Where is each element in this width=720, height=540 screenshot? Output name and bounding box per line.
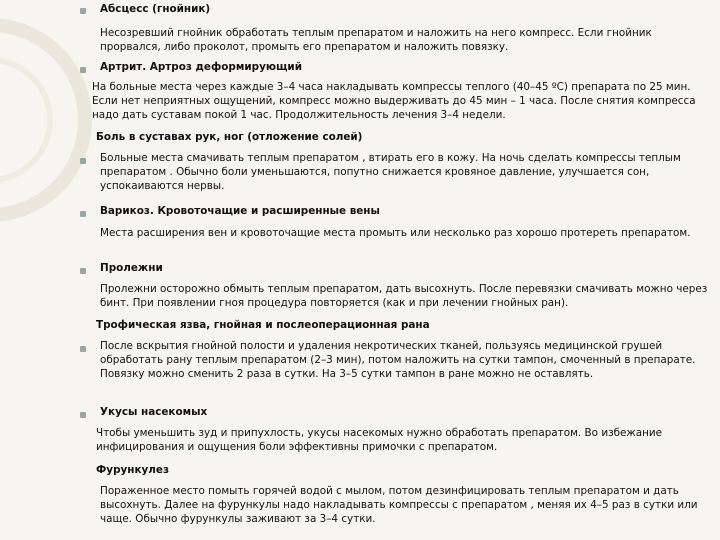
section-heading: Абсцесс (гнойник)	[100, 3, 211, 15]
section-heading: Варикоз. Кровоточащие и расширенные вены	[100, 205, 380, 217]
section-text: Пораженное место помыть горячей водой с мылом, потом дезинфицировать теплым препаратом и дать высохнуть. Далее на фурункулы надо накладывать компрессы с препаратом , меняя их 4–5 раз в сутки или чаще. Обычно фурункулы заживают за 3–4 сутки.	[100, 485, 698, 526]
section-heading: Пролежни	[100, 262, 163, 274]
section-heading: Трофическая язва, гнойная и послеоперационная рана	[96, 319, 430, 331]
section-heading: Фурункулез	[96, 464, 169, 476]
document-body	[78, 0, 714, 540]
section-text: Пролежни осторожно обмыть теплым препаратом, дать высохнуть. После перевязки смачивать можно через бинт. При появлении гноя процедура повторяется (как и при лечении гнойных ран).	[100, 283, 708, 310]
section-text: Места расширения вен и кровоточащие места промыть или несколько раз хорошо протереть препаратом.	[100, 227, 691, 239]
section-text: На больные места через каждые 3–4 часа накладывать компрессы теплого (40–45 ºС) препарата по 25 мин. Если нет неприятных ощущений, компресс можно выдерживать до 45 мин – 1 часа. После снятия компресса надо дать суставам покой 1 час. Продолжительность лечения 3–4 недели.	[92, 81, 696, 122]
section-text: Чтобы уменьшить зуд и припухлость, укусы насекомых нужно обработать препаратом. Во избежание инфицирования и ощущения боли эффективны примочки с препаратом.	[96, 427, 663, 454]
section-text: Несозревший гнойник обработать теплым препаратом и наложить на него компресс. Если гнойник прорвался, либо проколот, промыть его препаратом и наложить повязку.	[100, 27, 652, 54]
section-heading: Укусы насекомых	[100, 406, 208, 418]
section-text: После вскрытия гнойной полости и удаления некротических тканей, пользуясь медицинской грушей обработать рану теплым препаратом (2–3 мин), потом наложить на сутки тампон, смоченный в препарате. Повязку можно сменить 2 раза в сутки. На 3–5 сутки тампон в ране можно не оставлять.	[100, 340, 696, 381]
section-heading: Боль в суставах рук, ног (отложение солей)	[96, 131, 363, 143]
section-heading: Артрит. Артроз деформирующий	[100, 61, 302, 73]
section-text: Больные места смачивать теплым препаратом , втирать его в кожу. На ночь сделать компрессы теплым препаратом . Обычно боли уменьшаются, попутно снижается кровяное давление, улучшается сон, успокаиваются нервы.	[100, 152, 681, 193]
